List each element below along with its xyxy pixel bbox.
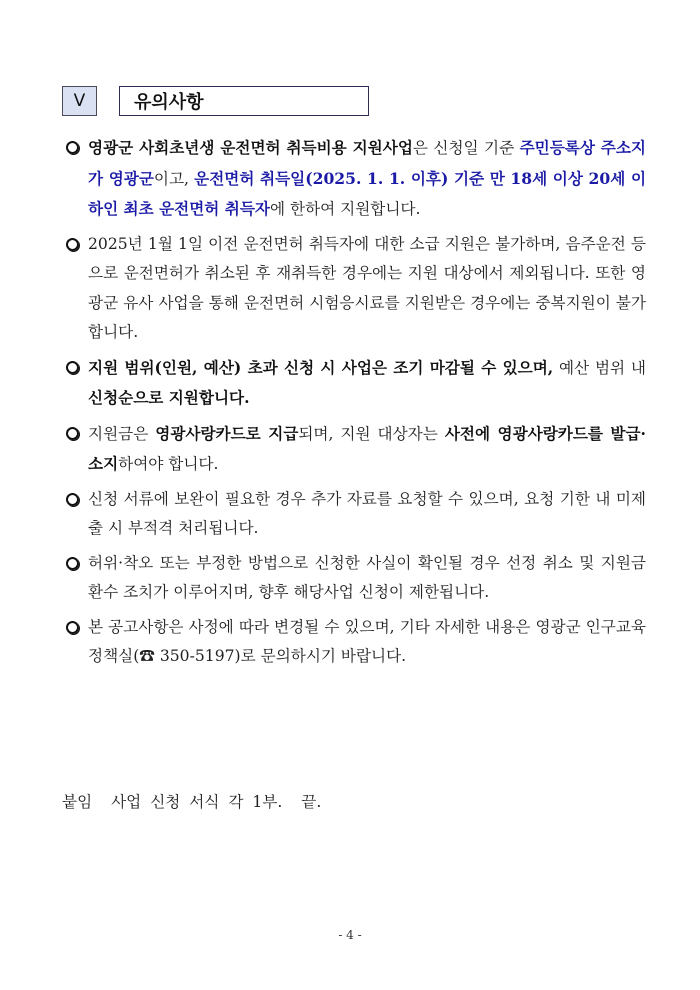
text-segment: 신청 서류에 보완이 필요한 경우 추가 자료를 요청할 수 있으며, 요청 기한 내 미제출 시 부적격 처리됩니다.: [88, 489, 646, 537]
notice-list: [66, 133, 646, 677]
text-segment: 신청순으로 지원합니다.: [88, 388, 250, 407]
text-segment: 에 한하여 지원합니다.: [270, 200, 421, 218]
text-segment: 허위·착오 또는 부정한 방법으로 신청한 사실이 확인될 경우 선정 취소 및 지원금 환수 조치가 이루어지며, 향후 해당사업 신청이 제한됩니다.: [88, 553, 646, 601]
residency-requirement: 주민등록상 주소지가 영광군: [88, 138, 646, 188]
notice-item: [66, 419, 646, 480]
section-number-box: V: [62, 86, 97, 116]
circle-bullet-icon: [66, 493, 79, 506]
section-title: 유의사항: [119, 86, 369, 116]
section-header: [62, 86, 369, 118]
text-segment: 사전에 영광사랑카드를 발급·소지: [88, 423, 646, 473]
attachment-line: [62, 790, 331, 812]
text-segment: 지원금은: [88, 424, 156, 443]
end-mark: 끝.: [301, 793, 322, 811]
notice-item: [66, 133, 646, 225]
notice-item: [66, 485, 646, 544]
text-segment: 은 신청일 기준: [412, 139, 520, 157]
text-segment: 하여야 합니다.: [118, 455, 219, 473]
attachment-label: 붙임: [62, 793, 93, 811]
notice-item: [66, 613, 646, 672]
notice-item: [66, 230, 646, 348]
circle-bullet-icon: [66, 557, 79, 570]
circle-bullet-icon: [66, 238, 79, 251]
eligibility-requirement: 운전면허 취득일(2025. 1. 1. 이후) 기준 만 18세 이상 20세 이하인 최초 운전면허 취득자: [88, 168, 647, 218]
attachment-text: 사업 신청 서식 각 1부.: [111, 793, 283, 811]
notice-item: [66, 549, 646, 608]
notice-item: [66, 353, 646, 414]
circle-bullet-icon: [66, 361, 79, 374]
text-segment: 예산 범위 내: [553, 358, 646, 377]
circle-bullet-icon: [66, 427, 79, 440]
text-segment: 되며, 지원 대상자는: [298, 424, 445, 443]
circle-bullet-icon: [66, 141, 79, 154]
text-segment: 이고,: [153, 169, 195, 188]
text-segment: 본 공고사항은 사정에 따라 변경될 수 있으며, 기타 자세한 내용은 영광군 인구교육정책실(☎ 350-5197)로 문의하시기 바랍니다.: [88, 617, 646, 665]
text-segment: 영광사랑카드로 지급: [155, 423, 299, 443]
text-segment: 2025년 1월 1일 이전 운전면허 취득자에 대한 소급 지원은 불가하며, 음주운전 등으로 운전면허가 취소된 후 재취득한 경우에는 지원 대상에서 제외됩니다. 또한 영광군 유사 사업을 통해 운전면허 시험응시료를 지원받은 경우에는 중복지원이 불가합니다.: [88, 234, 646, 341]
circle-bullet-icon: [66, 621, 79, 634]
program-name: 영광군 사회초년생 운전면허 취득비용 지원사업: [88, 138, 413, 157]
text-segment: 지원 범위(인원, 예산) 초과 신청 시 사업은 조기 마감될 수 있으며,: [88, 357, 554, 377]
page-number: - 4 -: [338, 928, 362, 942]
